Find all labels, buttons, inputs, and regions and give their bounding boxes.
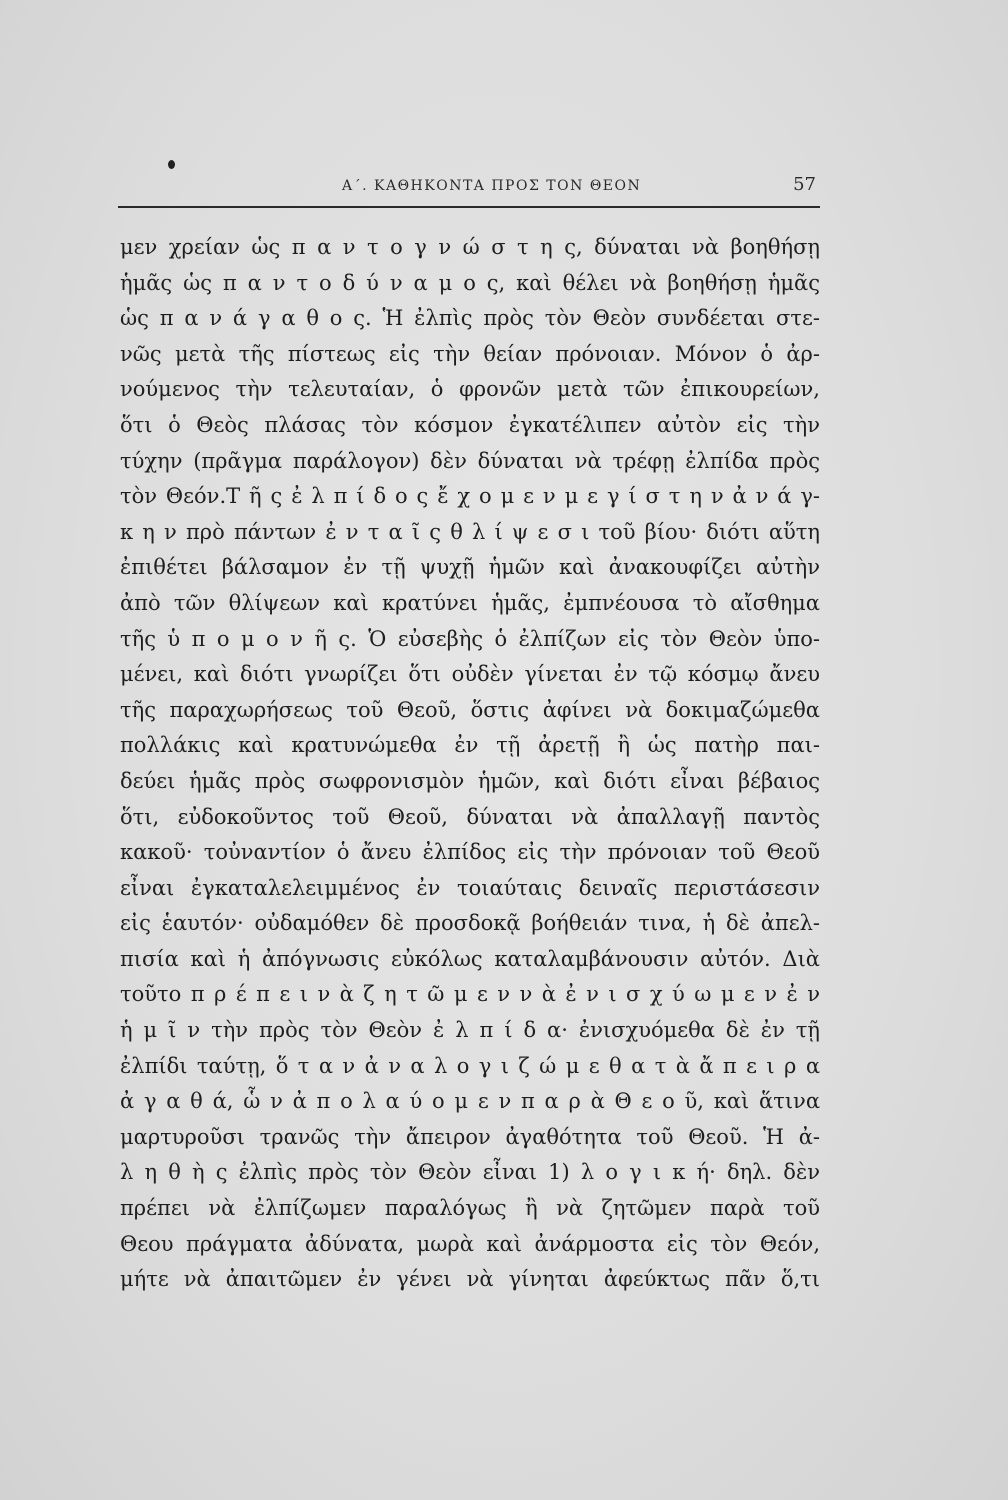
text-line: ἀπὸ τῶν θλίψεων καὶ κρατύνει ἡμᾶς, ἐμπνέουσα τὸ αἴσθημα: [120, 590, 820, 615]
text-line: μήτε νὰ ἀπαιτῶμεν ἐν γένει νὰ γίνηται ἀφεύκτως πᾶν ὅ,τι: [120, 1267, 820, 1292]
text-line: λ η θ ὴ ς ἐλπὶς πρὸς τὸν Θεὸν εἶναι 1) λ ο γ ι κ ή· δηλ. δὲν: [120, 1160, 820, 1185]
text-line: μεν χρείαν ὡς π α ν τ ο γ ν ώ σ τ η ς, δύναται νὰ βοηθήσῃ: [120, 235, 820, 259]
text-line: τῆς ὑ π ο μ ο ν ῆ ς. Ὁ εὐσεβὴς ὁ ἐλπίζων εἰς τὸν Θεὸν ὑπο-: [120, 626, 820, 651]
body-text: [120, 230, 820, 1298]
header-rule: [118, 206, 820, 208]
text-line: νῶς μετὰ τῆς πίστεως εἰς τὴν θείαν πρόνοιαν. Μόνον ὁ ἀρ-: [120, 341, 820, 366]
text-line: πολλάκις καὶ κρατυνώμεθα ἐν τῇ ἀρετῇ ἢ ὡς πατὴρ παι-: [120, 733, 820, 758]
text-line: ἐλπίδι ταύτῃ, ὅ τ α ν ἀ ν α λ ο γ ι ζ ώ μ ε θ α τ ὰ ἄ π ε ι ρ α: [120, 1053, 820, 1078]
text-line: τὸν Θεόν.Τ ῆ ς ἐ λ π ί δ ο ς ἔ χ ο μ ε ν μ ε γ ί σ τ η ν ἀ ν ά γ-: [120, 484, 820, 509]
text-line: ὡς π α ν ά γ α θ ο ς. Ἡ ἐλπὶς πρὸς τὸν Θεὸν συνδέεται στε-: [120, 306, 820, 331]
running-title: Α΄. ΚΑΘΗΚΟΝΤΑ ΠΡΟΣ ΤΟΝ ΘΕΟΝ: [342, 178, 642, 194]
text-line: τοῦτο π ρ έ π ε ι ν ὰ ζ η τ ῶ μ ε ν ν ὰ ἐ ν ι σ χ ύ ω μ ε ν ἐ ν: [120, 982, 820, 1007]
text-line: πισία καὶ ἡ ἀπόγνωσις εὐκόλως καταλαμβάνουσιν αὐτόν. Διὰ: [120, 946, 820, 971]
text-line: ἀ γ α θ ά, ὧ ν ἀ π ο λ α ύ ο μ ε ν π α ρ ὰ Θ ε ο ῦ, καὶ ἅτινα: [120, 1089, 820, 1114]
text-line: νούμενος τὴν τελευταίαν, ὁ φρονῶν μετὰ τῶν ἐπικουρείων,: [120, 377, 820, 402]
text-line: εἰς ἑαυτόν· οὐδαμόθεν δὲ προσδοκᾷ βοήθειάν τινα, ἡ δὲ ἀπελ-: [120, 911, 820, 936]
ink-speck: [168, 160, 175, 169]
text-line: κακοῦ· τοὐναντίον ὁ ἄνευ ἐλπίδος εἰς τὴν πρόνοιαν τοῦ Θεοῦ: [120, 840, 820, 865]
text-line: Θεου πράγματα ἀδύνατα, μωρὰ καὶ ἀνάρμοστα εἰς τὸν Θεόν,: [120, 1231, 820, 1256]
text-line: ἡμᾶς ὡς π α ν τ ο δ ύ ν α μ ο ς, καὶ θέλει νὰ βοηθήσῃ ἡμᾶς: [120, 270, 820, 295]
text-line: δεύει ἡμᾶς πρὸς σωφρονισμὸν ἡμῶν, καὶ διότι εἶναι βέβαιος: [120, 768, 820, 793]
text-line: ὅτι, εὐδοκοῦντος τοῦ Θεοῦ, δύναται νὰ ἀπαλλαγῇ παντὸς: [120, 804, 820, 829]
text-line: εἶναι ἐγκαταλελειμμένος ἐν τοιαύταις δειναῖς περιστάσεσιν: [120, 875, 820, 900]
text-line: μαρτυροῦσι τρανῶς τὴν ἄπειρον ἀγαθότητα τοῦ Θεοῦ. Ἡ ἀ-: [120, 1124, 820, 1149]
text-line: πρέπει νὰ ἐλπίζωμεν παραλόγως ἢ νὰ ζητῶμεν παρὰ τοῦ: [120, 1196, 820, 1221]
text-line: μένει, καὶ διότι γνωρίζει ὅτι οὐδὲν γίνεται ἐν τῷ κόσμῳ ἄνευ: [120, 662, 820, 687]
text-line: ἐπιθέτει βάλσαμον ἐν τῇ ψυχῇ ἡμῶν καὶ ἀνακουφίζει αὐτὴν: [120, 555, 820, 580]
text-line: ἡ μ ῖ ν τὴν πρὸς τὸν Θεὸν ἐ λ π ί δ α· ἐνισχυόμεθα δὲ ἐν τῇ: [120, 1018, 820, 1043]
running-header: [120, 176, 820, 204]
page-number: 57: [793, 174, 816, 195]
text-line: κ η ν πρὸ πάντων ἐ ν τ α ῖ ς θ λ ί ψ ε σ ι τοῦ βίου· διότι αὕτη: [120, 519, 820, 544]
text-line: τῆς παραχωρήσεως τοῦ Θεοῦ, ὅστις ἀφίνει νὰ δοκιμαζώμεθα: [120, 697, 820, 722]
text-line: τύχην (πρᾶγμα παράλογον) δὲν δύναται νὰ τρέφῃ ἐλπίδα πρὸς: [120, 448, 820, 473]
text-line: ὅτι ὁ Θεὸς πλάσας τὸν κόσμον ἐγκατέλιπεν αὐτὸν εἰς τὴν: [120, 412, 820, 437]
